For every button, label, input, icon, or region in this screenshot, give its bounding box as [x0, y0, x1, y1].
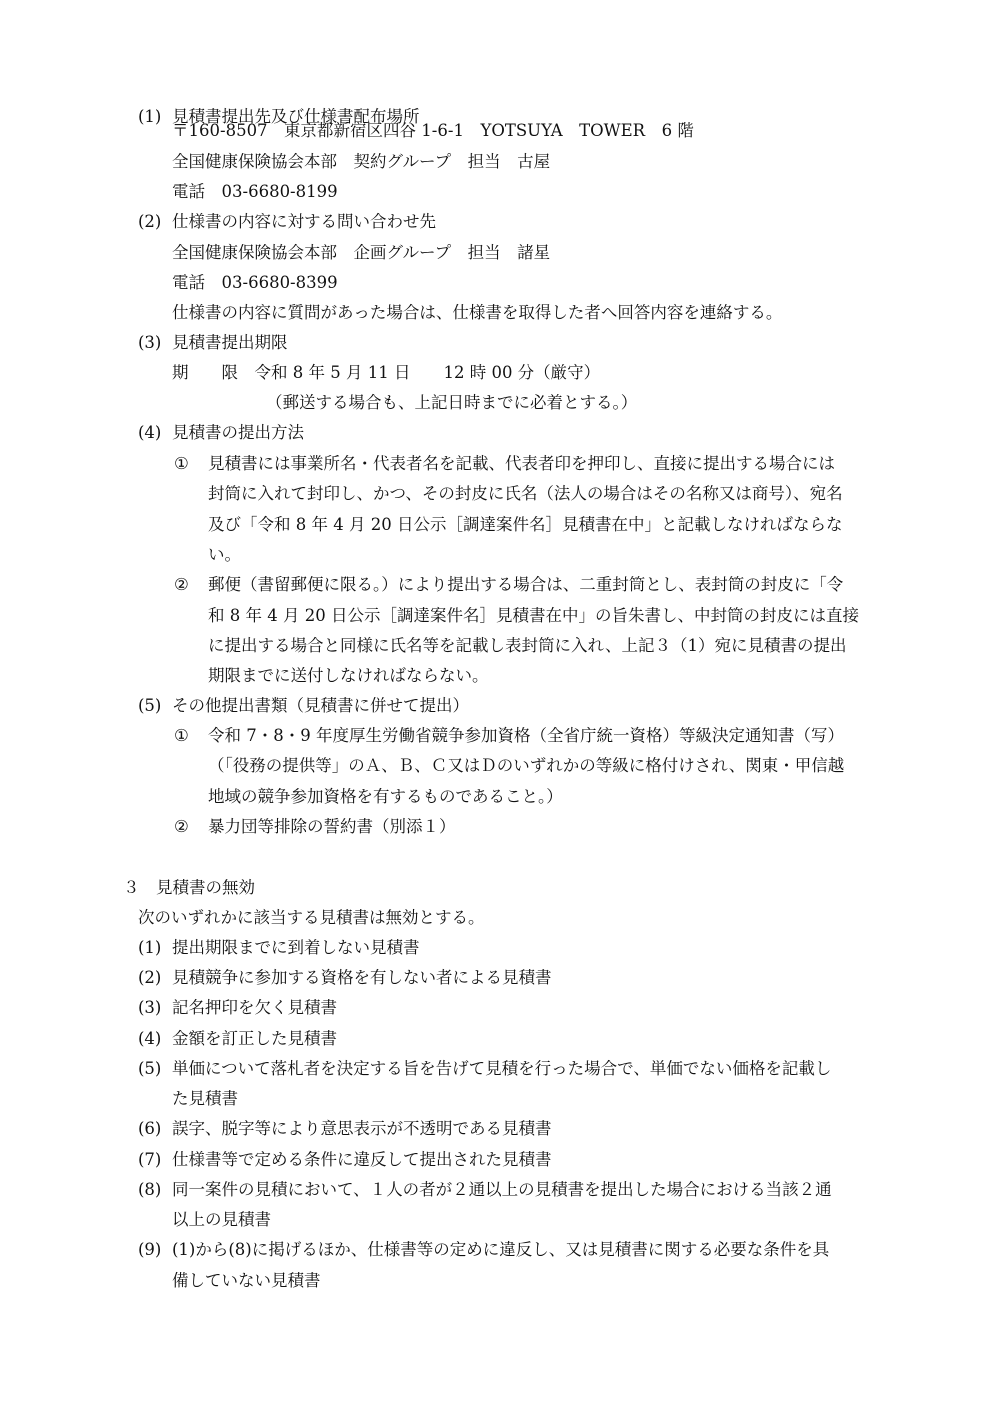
item-number: (4)	[138, 1029, 162, 1048]
line-text: 和 8 年 4 月 20 日公示［調達案件名］見積書在中」の旨朱書し、中封筒の封皮には直接	[208, 606, 859, 625]
item-number: (2)	[138, 968, 162, 987]
line-text: 期 限 令和 8 年 5 月 11 日 12 時 00 分（厳守）	[172, 363, 601, 382]
line-text: 〒160-8507 東京都新宿区四谷 1-6-1 YOTSUYA TOWER 6 階	[172, 121, 694, 140]
line-text: た見積書	[172, 1089, 238, 1108]
line-text: 見積書提出先及び仕様書配布場所	[172, 107, 420, 126]
line-text: 仕様書の内容に質問があった場合は、仕様書を取得した者へ回答内容を連絡する。	[172, 303, 783, 322]
line-text: 単価について落札者を決定する旨を告げて見積を行った場合で、単価でない価格を記載し	[172, 1059, 832, 1078]
line-text: 期限までに送付しなければならない。	[208, 666, 489, 685]
line-text: （郵送する場合も、上記日時までに必着とする。）	[266, 393, 638, 412]
line-text: 全国健康保険協会本部 企画グループ 担当 諸星	[172, 243, 551, 262]
item-number: (2)	[138, 212, 162, 231]
line-text: 地域の競争参加資格を有するものであること。）	[208, 787, 563, 806]
line-text: 及び「令和 8 年 4 月 20 日公示［調達案件名］見積書在中」と記載しなければならな	[208, 515, 843, 534]
line-text: 暴力団等排除の誓約書（別添１）	[208, 817, 456, 836]
line-text: 提出期限までに到着しない見積書	[172, 938, 420, 957]
line-text: （「役務の提供等」のＡ、Ｂ、Ｃ又はＤのいずれかの等級に格付けされ、関東・甲信越	[208, 756, 845, 775]
line-text: 以上の見積書	[172, 1210, 271, 1229]
line-text: 全国健康保険協会本部 契約グループ 担当 古屋	[172, 152, 551, 171]
line-text: 仕様書等で定める条件に違反して提出された見積書	[172, 1150, 552, 1169]
line-text: 仕様書の内容に対する問い合わせ先	[172, 212, 436, 231]
item-number: (3)	[138, 333, 162, 352]
line-text: 令和 7・8・9 年度厚生労働省競争参加資格（全省庁統一資格）等級決定通知書（写）	[208, 726, 844, 745]
item-number: (3)	[138, 998, 162, 1017]
item-number: (7)	[138, 1150, 162, 1169]
item-number: ３	[123, 878, 140, 897]
line-text: 見積書には事業所名・代表者名を記載、代表者印を押印し、直接に提出する場合には	[208, 454, 835, 473]
item-number: (6)	[138, 1119, 162, 1138]
item-number: (5)	[138, 1059, 162, 1078]
line-text: 備していない見積書	[172, 1271, 321, 1290]
line-text: 電話 03-6680-8199	[172, 182, 338, 201]
line-text: 誤字、脱字等により意思表示が不透明である見積書	[172, 1119, 552, 1138]
line-text: 見積書の無効	[156, 878, 255, 897]
item-number: (1)	[138, 938, 162, 957]
line-text: 金額を訂正した見積書	[172, 1029, 337, 1048]
line-text: い。	[208, 545, 241, 564]
line-text: その他提出書類（見積書に併せて提出）	[172, 696, 469, 715]
line-text: 見積書提出期限	[172, 333, 288, 352]
item-number: ②	[174, 817, 189, 836]
line-text: 同一案件の見積において、１人の者が２通以上の見積書を提出した場合における当該２通	[172, 1180, 832, 1199]
line-text: に提出する場合と同様に氏名等を記載し表封筒に入れ、上記３（1）宛に見積書の提出	[208, 636, 847, 655]
item-number: (1)	[138, 107, 162, 126]
item-number: (8)	[138, 1180, 162, 1199]
item-number: (4)	[138, 423, 162, 442]
line-text: (1)から(8)に掲げるほか、仕様書等の定めに違反し、又は見積書に関する必要な条件を具	[172, 1240, 830, 1259]
line-text: 封筒に入れて封印し、かつ、その封皮に氏名（法人の場合はその名称又は商号）、宛名	[208, 484, 843, 503]
line-text: 電話 03-6680-8399	[172, 273, 338, 292]
line-text: 郵便（書留郵便に限る。）により提出する場合は、二重封筒とし、表封筒の封皮に「令	[208, 575, 844, 594]
line-text: 見積書の提出方法	[172, 423, 304, 442]
item-number: ①	[174, 726, 189, 745]
item-number: (5)	[138, 696, 162, 715]
line-text: 記名押印を欠く見積書	[172, 998, 337, 1017]
item-number: ①	[174, 454, 189, 473]
line-text: 次のいずれかに該当する見積書は無効とする。	[138, 908, 485, 927]
item-number: (9)	[138, 1240, 162, 1259]
line-text: 見積競争に参加する資格を有しない者による見積書	[172, 968, 552, 987]
item-number: ②	[174, 575, 189, 594]
